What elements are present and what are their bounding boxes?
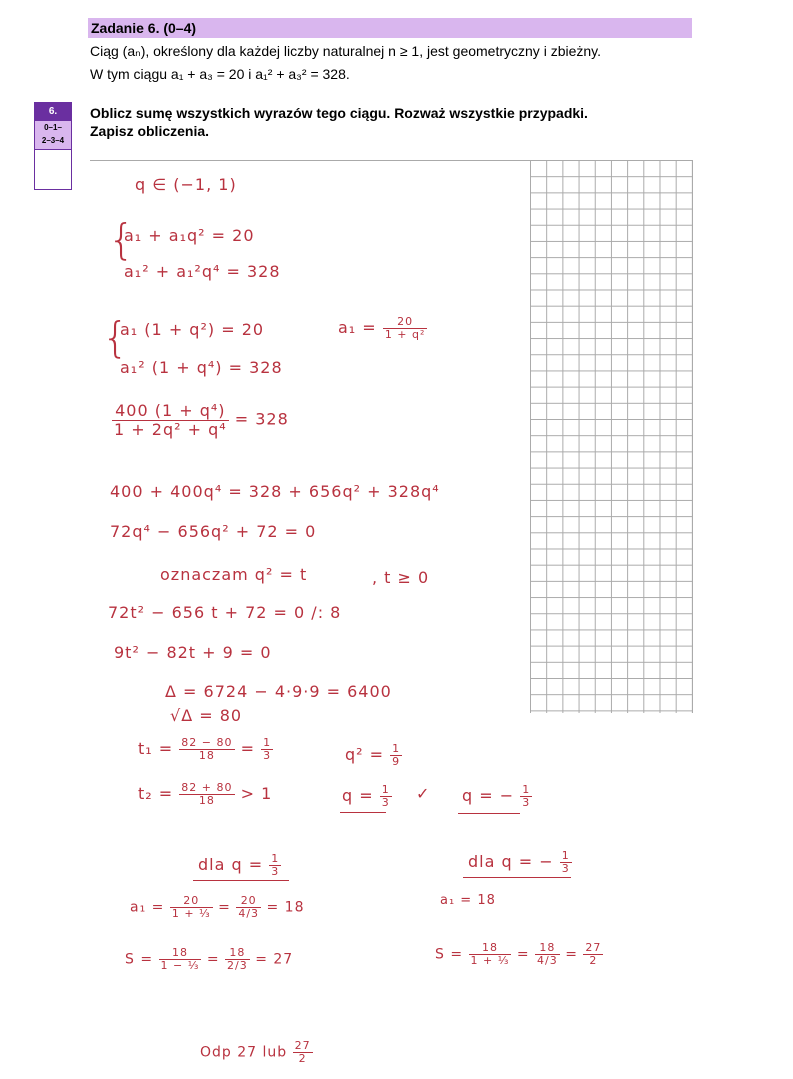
hw-t1-fn: 1 [263,736,272,749]
task-points-b: 2–3–4 [41,136,65,145]
hw-c1a-n2: 20 [236,895,261,908]
hw-underline-case2 [463,877,571,878]
hw-c1a-rhs: = 18 [266,899,305,916]
hw-q2-lhs: q² = [345,745,385,765]
hw-c1s-n2: 18 [225,947,250,960]
hw-t2-den: 18 [198,794,215,808]
hw-c1s-eq: = [206,951,220,968]
hw-a1-den: 1 + q² [384,328,426,342]
hw-case2-den: 3 [561,862,570,876]
task-instruction [90,104,588,140]
hw-system2-eq2: a₁² (1 + q⁴) = 328 [120,358,283,377]
hw-case1-sum [125,947,293,972]
hw-t2-num: 82 + 80 [181,781,233,794]
hw-underline-qb [458,813,520,814]
hw-qb-lhs: q = − [462,786,515,806]
hw-line-8: 72t² − 656 t + 72 = 0 /: 8 [108,603,342,622]
hw-qa-lhs: q = [342,786,374,806]
hw-c1s-rhs: = 27 [255,951,294,968]
hw-t2 [138,782,272,807]
hw-c2s-d1: 1 + ⅓ [470,954,510,968]
hw-c2s-n2: 18 [535,942,560,955]
hw-system1-eq1: a₁ + a₁q² = 20 [124,226,255,245]
hw-qb-den: 3 [522,796,531,810]
hw-t1 [138,737,273,762]
hw-case-2 [468,850,572,875]
hw-line-6: 72q⁴ − 656q² + 72 = 0 [110,522,317,541]
hw-t1-den: 18 [198,749,215,763]
task-points [35,121,71,150]
hw-c1a-d2: 4/3 [238,907,260,921]
instruction-line-2: Zapisz obliczenia. [90,123,210,139]
hw-c1s-lhs: S = [125,951,154,968]
hw-underline-qa [340,812,386,813]
hw-c2s-n1: 18 [469,942,512,955]
hw-c2s-eq: = [516,946,530,963]
hw-a1-expr [338,316,427,341]
task-number: 6. [35,103,71,121]
hw-qa-num: 1 [381,783,390,796]
hw-case2-sum [435,942,603,967]
hw-system1-eq2: a₁² + a₁²q⁴ = 328 [124,262,281,281]
hw-case2-num: 1 [561,849,570,862]
hw-t1-eq: = [240,739,255,759]
task-statement-line-1: Ciąg (aₙ), określony dla każdej liczby naturalnej n ≥ 1, jest geometryczny i zbieżny. [90,43,602,59]
hw-t1-fd: 3 [263,749,272,763]
hw-line-5: 400 + 400q⁴ = 328 + 656q² + 328q⁴ [110,482,440,501]
answer-grid [530,160,693,713]
hw-q2-den: 9 [392,755,401,769]
hw-c2s-n3: 27 [585,941,602,954]
hw-answer-num: 27 [294,1039,311,1052]
task-statement-line-2: W tym ciągu a₁ + a₃ = 20 i a₁² + a₃² = 328. [90,66,350,82]
task-score-box [34,102,72,190]
task-points-a: 0–1– [44,123,62,132]
hw-c2s-d2: 4/3 [537,954,558,968]
hw-t2-lhs: t₂ = [138,784,174,804]
hw-brace-1: { [108,215,136,264]
hw-answer-den: 2 [298,1052,307,1066]
hw-substitution: oznaczam q² = t [160,565,308,584]
hw-substitution-cond: , t ≥ 0 [372,568,430,587]
hw-case2-a1: a₁ = 18 [440,893,496,908]
hw-t1-lhs: t₁ = [138,739,174,759]
hw-line-9: 9t² − 82t + 9 = 0 [114,643,272,662]
hw-delta: Δ = 6724 − 4·9·9 = 6400 [165,682,392,701]
hw-a1-num: 20 [383,316,428,329]
hw-case1-a1 [130,895,305,920]
hw-fraction-num: 400 (1 + q⁴) [112,402,229,421]
hw-fraction-rhs: = 328 [234,409,289,429]
hw-case1-den: 3 [271,865,280,879]
hw-c1s-n1: 18 [159,947,202,960]
hw-case1-lhs: dla q = [198,855,264,875]
hw-q2-num: 1 [392,742,401,755]
hw-system2-eq1: a₁ (1 + q²) = 20 [120,320,265,339]
hw-case2-lhs: dla q = − [468,852,554,872]
task-header [88,18,692,38]
hw-underline-case1 [193,880,289,881]
hw-c2s-d3: 2 [589,954,598,968]
hw-q2 [345,743,402,768]
hw-brace-2: { [102,313,130,362]
hw-c1a-n1: 20 [170,895,213,908]
check-mark-icon: ✓ [416,784,431,803]
task-title: Zadanie 6. (0–4) [91,20,197,36]
hw-c1a-d1: 1 + ⅓ [171,907,211,921]
hw-case1-num: 1 [271,852,280,865]
hw-sqrt-delta: √Δ = 80 [170,706,243,725]
hw-c1s-d1: 1 − ⅓ [160,959,200,973]
hw-answer-text: Odp 27 lub [200,1044,288,1061]
hw-case-1 [198,853,281,878]
hw-fraction-eq [112,402,289,438]
hw-domain: q ∈ (−1, 1) [135,175,237,194]
hw-c1a-lhs: a₁ = [130,899,165,916]
hw-a1-lhs: a₁ = [338,318,377,338]
hw-c2s-lhs: S = [435,946,464,963]
hw-c1a-eq: = [218,899,231,916]
hw-t1-num: 82 − 80 [181,736,233,749]
hw-q-negative [462,784,532,809]
hw-fraction-den: 1 + 2q² + q⁴ [114,419,227,439]
hw-answer [200,1040,313,1065]
hw-c2s-eq2: = [565,946,578,963]
hw-c1s-d2: 2/3 [227,959,248,973]
hw-qa-den: 3 [381,796,390,810]
hw-q-positive [342,784,392,809]
instruction-line-1: Oblicz sumę wszystkich wyrazów tego ciągu. Rozważ wszystkie przypadki. [90,105,588,121]
hw-qb-num: 1 [522,783,531,796]
hw-t2-rhs: > 1 [240,784,273,804]
